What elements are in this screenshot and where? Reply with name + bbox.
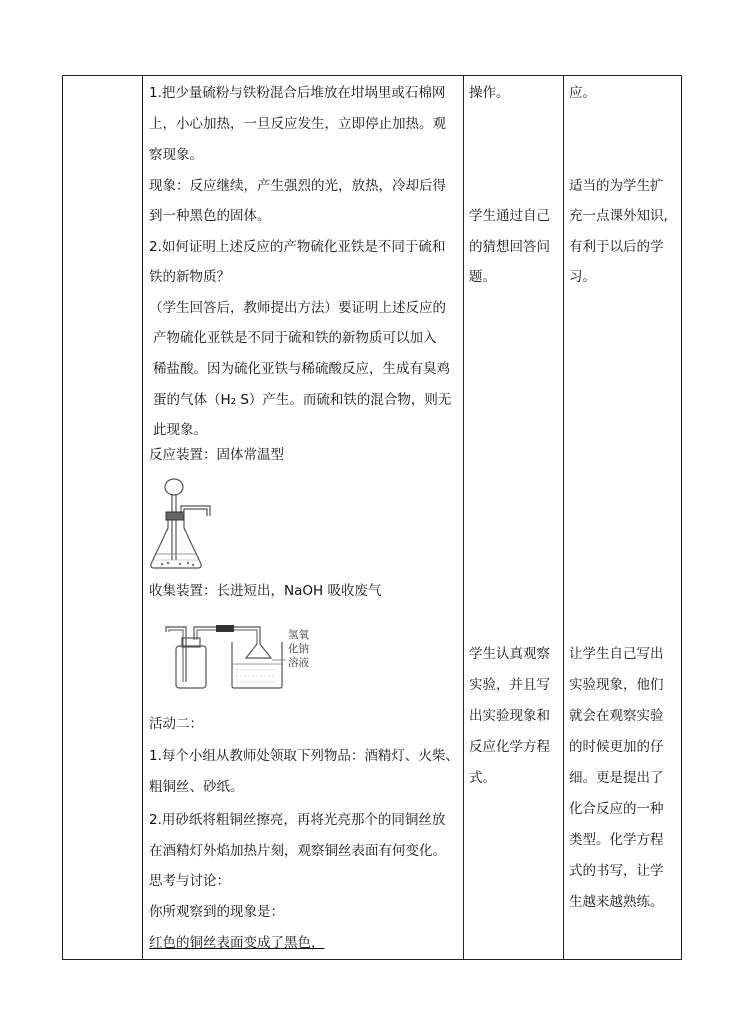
- text-line: 类型。化学方程: [569, 832, 664, 848]
- text-line: 式。: [469, 770, 496, 786]
- text-line: 学生认真观察: [469, 646, 550, 662]
- discussion-heading: 思考与讨论：: [149, 873, 230, 889]
- text-line: 应。: [569, 85, 596, 101]
- text-line: 式的书写，让学: [569, 863, 664, 879]
- text-line: 就会在观察实验: [569, 708, 664, 724]
- text-line: 出实验现象和: [469, 708, 550, 724]
- text-line: 细。更是提出了: [569, 770, 664, 786]
- text-line: 学生通过自己: [469, 208, 550, 224]
- reaction-device-label: 反应装置：固体常温型: [149, 447, 284, 463]
- text-line: 生越来越熟练。: [569, 894, 664, 910]
- text-line: 有利于以后的学: [569, 239, 664, 255]
- text-line: 1.把少量硫粉与铁粉混合后堆放在坩埚里或石棉网: [149, 85, 446, 101]
- text-line: 到一种黑色的固体。: [149, 208, 271, 224]
- text-line: 的猜想回答问: [469, 239, 550, 255]
- naoh-label-line: 化钠: [288, 643, 309, 655]
- text-line: 现象：反应继续，产生强烈的光，放热，冷却后得: [149, 178, 446, 194]
- text-line: 2.如何证明上述反应的产物硫化亚铁是不同于硫和: [149, 239, 446, 255]
- text-line: （学生回答后，教师提出方法）要证明上述反应的: [149, 300, 446, 316]
- observation-answer: 红色的铜丝表面变成了黑色，: [149, 935, 325, 951]
- text-line: 习。: [569, 269, 596, 285]
- text-line: 让学生自己写出: [569, 646, 664, 662]
- table-border-right: [681, 75, 682, 960]
- collection-apparatus-diagram: [160, 622, 320, 692]
- reaction-apparatus-diagram: [148, 476, 218, 572]
- table-border-left: [62, 75, 63, 960]
- naoh-label-line: 溶液: [288, 657, 309, 669]
- table-top-border: [62, 75, 682, 76]
- text-line: 1.每个小组从教师处领取下列物品：酒精灯、火柴、: [149, 748, 459, 764]
- collection-device-label: 收集装置：长进短出，NaOH 吸收废气: [149, 583, 382, 599]
- text-line: 适当的为学生扩: [569, 178, 664, 194]
- text-line: 操作。: [469, 85, 510, 101]
- text-line: 实验现象，他们: [569, 677, 664, 693]
- naoh-label-line: 氢氧: [288, 629, 309, 641]
- text-line: 充一点课外知识,: [569, 208, 668, 224]
- text-line: 的时候更加的仔: [569, 739, 664, 755]
- text-line: 在酒精灯外焰加热片刻，观察铜丝表面有何变化。: [149, 843, 446, 859]
- text-line: 铁的新物质？: [149, 269, 230, 285]
- text-line: 蛋的气体（H₂ S）产生。而硫和铁的混合物，则无: [153, 392, 452, 408]
- text-line: 实验，并且写: [469, 677, 550, 693]
- text-line: 察现象。: [149, 147, 203, 163]
- text-line: 粗铜丝、砂纸。: [149, 779, 244, 795]
- text-line: 产物硫化亚铁是不同于硫和铁的新物质可以加入: [153, 330, 437, 346]
- text-line: 此现象。: [153, 422, 207, 438]
- text-line: 上，小心加热，一旦反应发生，立即停止加热。观: [149, 116, 446, 132]
- text-line: 稀盐酸。因为硫化亚铁与稀硫酸反应，生成有臭鸡: [153, 361, 450, 377]
- table-border-3: [563, 75, 564, 960]
- table-border-1: [142, 75, 143, 960]
- text-line: 反应化学方程: [469, 739, 550, 755]
- activity-two-heading: 活动二：: [149, 716, 203, 732]
- text-line: 化合反应的一种: [569, 801, 664, 817]
- table-bottom-border: [62, 959, 682, 960]
- text-line: 2.用砂纸将粗铜丝擦亮，再将光亮那个的同铜丝放: [149, 812, 446, 828]
- table-border-2: [463, 75, 464, 960]
- observation-question: 你所观察到的现象是：: [149, 904, 284, 920]
- text-line: 题。: [469, 269, 496, 285]
